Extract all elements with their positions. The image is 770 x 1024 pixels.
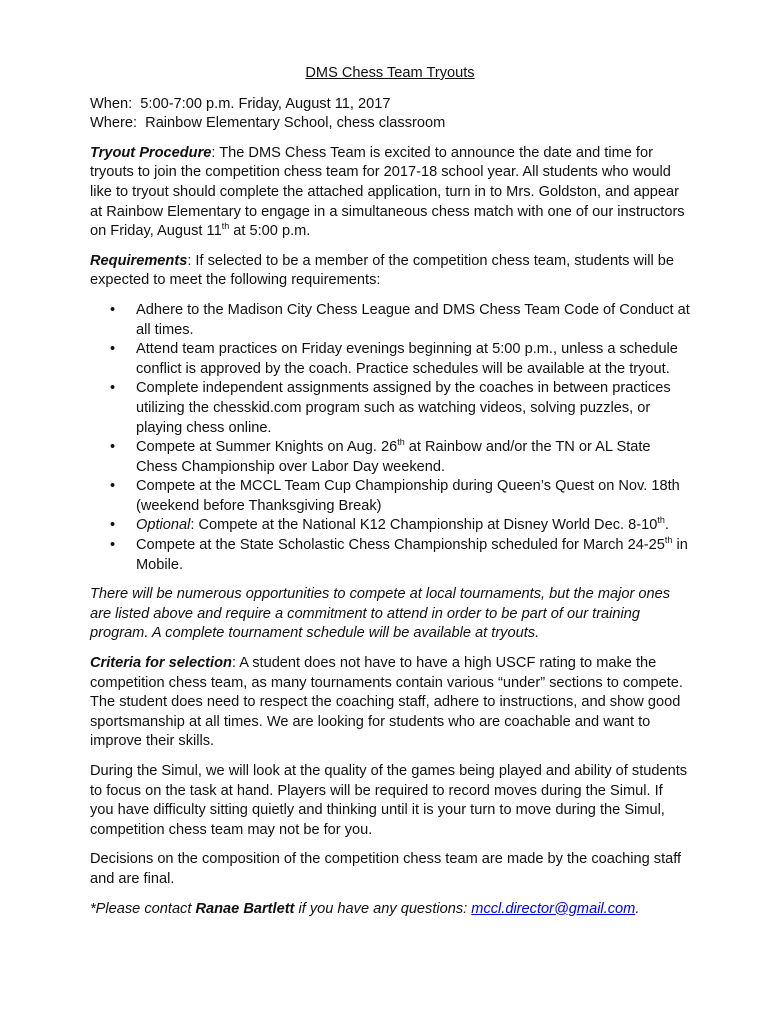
where-value: Rainbow Elementary School, chess classroom — [145, 115, 446, 132]
where-label: Where: — [90, 115, 138, 132]
requirements-list — [90, 301, 690, 575]
when-line — [90, 95, 690, 115]
procedure-text: : The DMS Chess Team is excited to announce the date and time for tryouts to join the competition chess team for 2017-18 school year. All students who would like to tryout should complete the attached application, turn in to Mrs. Goldston, and appear at Rainbow Elementary to engage in a simultaneous chess match with one of our instructors on Friday, August 11 — [90, 144, 685, 240]
criteria-heading: Criteria for selection — [90, 655, 232, 672]
when-label: When: — [90, 95, 133, 112]
bullet-icon: • — [110, 537, 116, 554]
bullet-icon: • — [110, 478, 116, 495]
list-item-text-end: in Mobile. — [136, 537, 688, 573]
requirements-paragraph — [90, 252, 690, 291]
requirements-heading: Requirements — [90, 252, 188, 269]
list-item — [90, 516, 690, 536]
list-item — [90, 379, 690, 438]
optional-label: Optional — [136, 517, 191, 534]
list-item-text: Adhere to the Madison City Chess League and DMS Chess Team Code of Conduct at all times. — [136, 301, 690, 338]
bullet-icon: • — [110, 341, 116, 358]
simul-paragraph: During the Simul, we will look at the quality of the games being played and ability of students to focus on the task at hand. Players will be required to record moves during the Simul. If you have difficulty sitting quietly and thinking until it is your turn to move during the Simul, competition chess team may not be for you. — [90, 763, 688, 838]
when-value: 5:00-7:00 p.m. Friday, August 11, 2017 — [140, 95, 391, 112]
list-item-text: Compete at Summer Knights on Aug. 26 — [136, 439, 398, 456]
list-item-sup: th — [664, 535, 673, 546]
contact-prefix: *Please contact — [90, 900, 196, 917]
contact-middle: if you have any questions: — [294, 900, 472, 917]
procedure-heading: Tryout Procedure — [90, 144, 212, 161]
page-title: DMS Chess Team Tryouts — [305, 65, 475, 81]
list-item — [90, 536, 690, 575]
list-item — [90, 340, 690, 379]
contact-name: Ranae Bartlett — [195, 900, 295, 917]
bullet-icon: • — [110, 439, 116, 456]
where-line — [90, 114, 690, 134]
list-item-sup: th — [397, 437, 405, 448]
procedure-text-end: at 5:00 p.m. — [229, 223, 311, 240]
list-item-text: Compete at the State Scholastic Chess Championship scheduled for March 24-25 — [136, 537, 665, 554]
bullet-icon: • — [110, 301, 116, 318]
bullet-icon: • — [110, 380, 116, 397]
decisions-paragraph: Decisions on the composition of the competition chess team are made by the coaching staff and are final. — [90, 851, 682, 887]
procedure-paragraph — [90, 144, 690, 242]
list-item-sup: th — [657, 515, 665, 526]
list-item-text-end: . — [664, 517, 669, 534]
list-item — [90, 301, 690, 340]
requirements-text: : If selected to be a member of the competition chess team, students will be expected to meet the following requirements: — [90, 252, 675, 289]
list-item-text: Complete independent assignments assigned by the coaches in between practices utilizing the chesskid.com program such as watching videos, solving puzzles, or playing chess online. — [136, 380, 671, 436]
procedure-sup: th — [221, 221, 230, 232]
contact-email-link[interactable]: mccl.director@gmail.com — [471, 900, 636, 917]
tournament-note: There will be numerous opportunities to compete at local tournaments, but the major ones are listed above and require a commitment to attend in order to be part of our training program. A complete tournament schedule will be available at tryouts. — [90, 586, 671, 642]
contact-suffix: . — [635, 900, 640, 917]
list-item-text: : Compete at the National K12 Championship at Disney World Dec. 8-10 — [190, 517, 658, 534]
list-item — [90, 477, 690, 516]
document-body — [90, 64, 690, 919]
bullet-icon: • — [110, 517, 116, 534]
list-item-text: Compete at the MCCL Team Cup Championship during Queen’s Quest on Nov. 18th (weekend before Thanksgiving Break) — [136, 478, 680, 514]
criteria-paragraph — [90, 654, 690, 752]
list-item-text: Attend team practices on Friday evenings beginning at 5:00 p.m., unless a schedule conflict is approved by the coach. Practice schedules will be available at the tryout. — [136, 341, 678, 377]
criteria-text: : A student does not have to have a high USCF rating to make the competition chess team, as many tournaments contain various “under” sections to compete. The student does need to respect the coaching staff, adhere to instructions, and show good sportsmanship at all times. We are looking for students who are coachable and want to improve their skills. — [90, 655, 683, 750]
list-item — [90, 438, 690, 477]
contact-line — [90, 900, 690, 920]
list-item-text-end: at Rainbow and/or the TN or AL State Chess Championship over Labor Day weekend. — [136, 439, 651, 475]
